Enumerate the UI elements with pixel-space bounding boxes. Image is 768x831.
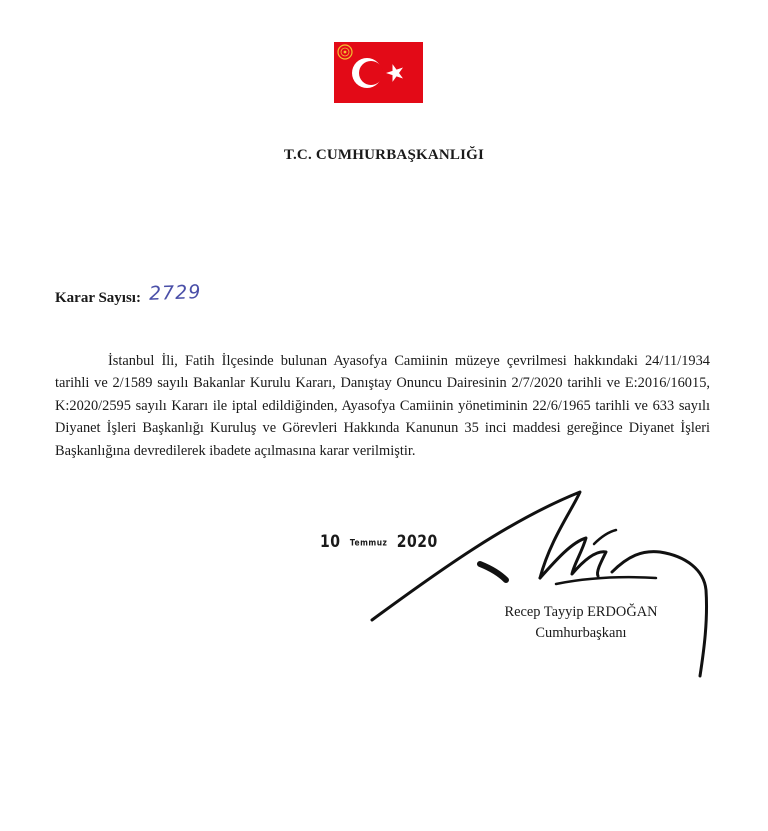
institution-heading: T.C. CUMHURBAŞKANLIĞI [283,147,485,163]
date-month: Temmuz [349,536,388,548]
decree-number-line [55,281,202,307]
decree-number-label: Karar Sayısı: [55,290,141,306]
decree-number-handwritten: 2729 [148,281,202,305]
signer-block [486,602,676,644]
handwritten-signature-icon [360,480,720,690]
signer-title: Cumhurbaşkanı [535,625,627,641]
date-year: 2020 [396,532,438,552]
signer-name: Recep Tayyip ERDOĞAN [504,604,658,620]
turkish-flag-icon [334,42,423,103]
date-day: 10 [320,532,341,552]
decree-body-text: İstanbul İli, Fatih İlçesinde bulunan Ayasofya Camiinin müzeye çevrilmesi hakkındaki 24/11/1934 tarihli ve 2/1589 sayılı Bakanlar Kurulu Kararı, Danıştay Onuncu Dairesinin 2/7/2020 tarihli ve E:2016/16015, K:2020/2595 sayılı Kararı ile iptal edildiğinden, Ayasofya Camiinin yönetiminin 22/6/1965 tarihli ve 633 sayılı Diyanet İşleri Başkanlığı Kuruluş ve Görevleri Hakkında Kanunun 35 inci maddesi gereğince Diyanet İşleri Başkanlığına devredilerek ibadete açılmasına karar verilmiştir. [55,353,710,459]
